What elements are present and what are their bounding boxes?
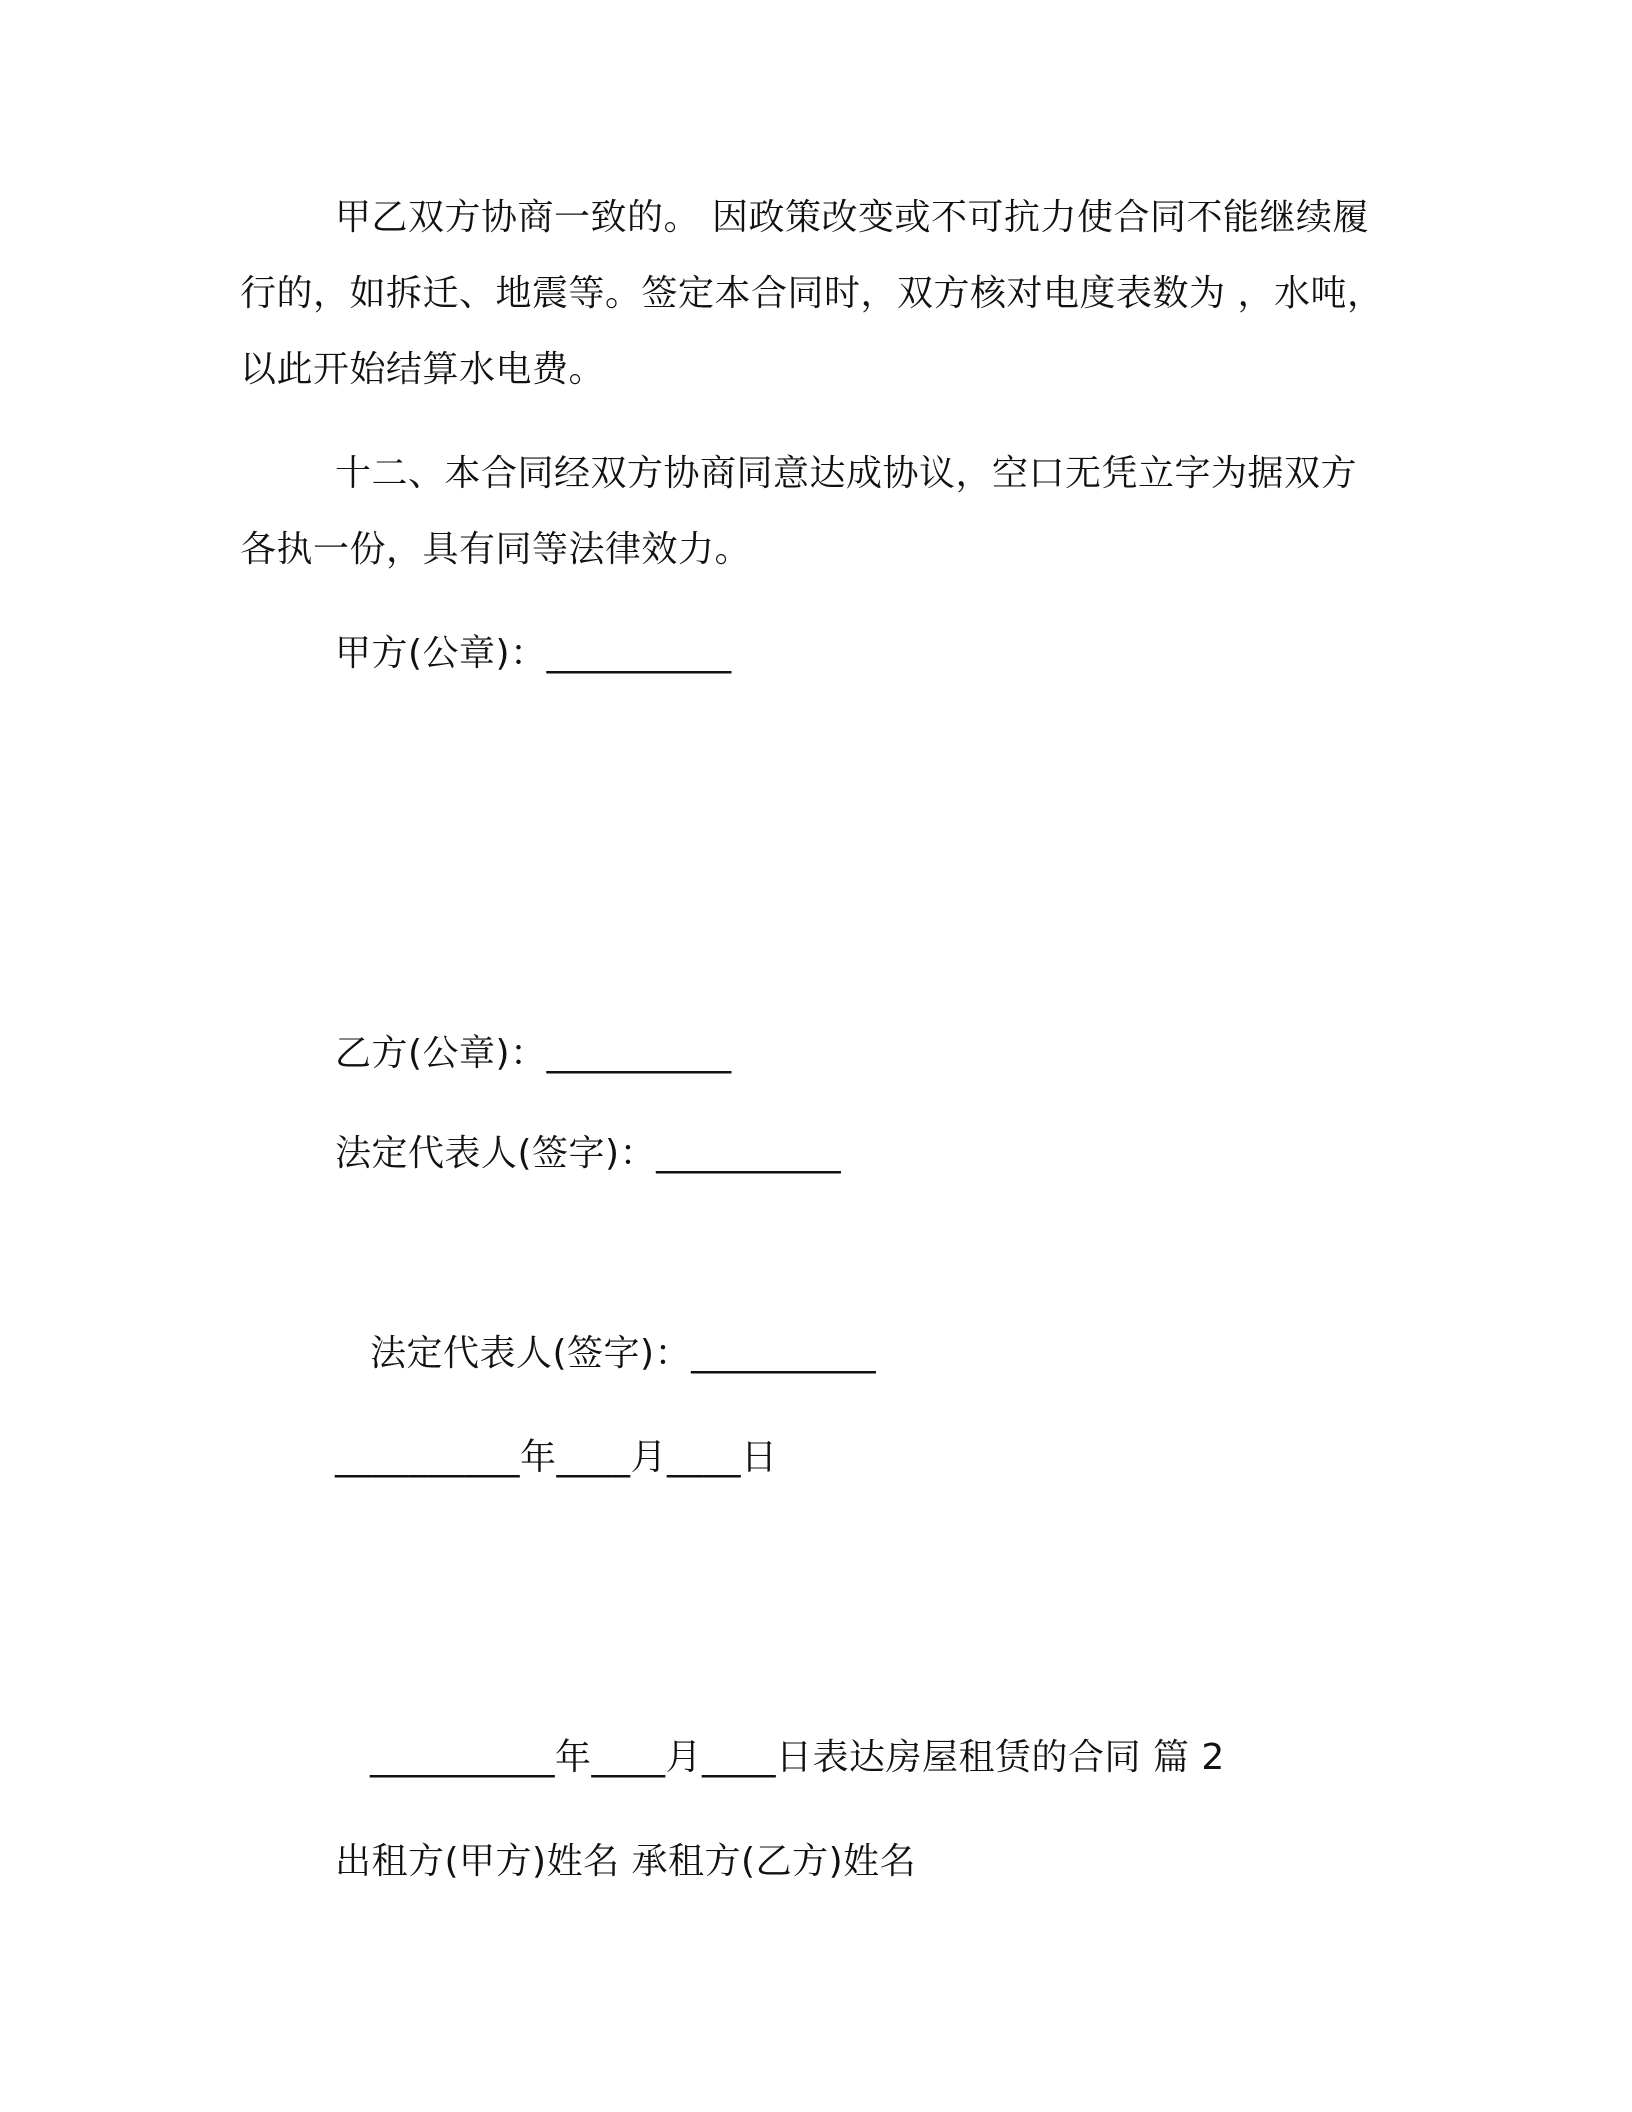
paragraph-1-line-1: 甲乙双方协商一致的。 因政策改变或不可抗力使合同不能继续履 bbox=[335, 197, 1369, 238]
party-a-seal-line: 甲方(公章)：__________ bbox=[335, 633, 732, 674]
date-line: __________年____月____日 bbox=[335, 1437, 778, 1478]
paragraph-2-line-2: 各执一份，具有同等法律效力。 bbox=[240, 529, 752, 570]
party-b-seal-line: 乙方(公章)：__________ bbox=[335, 1033, 732, 1074]
section-2-heading: __________年____月____日表达房屋租赁的合同 篇 2 bbox=[370, 1737, 1225, 1778]
legal-representative-signature-line-2: 法定代表人(签字)：__________ bbox=[370, 1333, 877, 1374]
paragraph-1-line-3: 以此开始结算水电费。 bbox=[240, 349, 606, 390]
paragraph-2-line-1: 十二、本合同经双方协商同意达成协议，空口无凭立字为据双方 bbox=[335, 453, 1358, 494]
parties-names-line: 出租方(甲方)姓名 承租方(乙方)姓名 bbox=[335, 1841, 917, 1882]
legal-representative-signature-line: 法定代表人(签字)：__________ bbox=[335, 1133, 842, 1174]
paragraph-1-line-2: 行的，如拆迁、地震等。签定本合同时，双方核对电度表数为 ，水吨， bbox=[240, 273, 1384, 314]
